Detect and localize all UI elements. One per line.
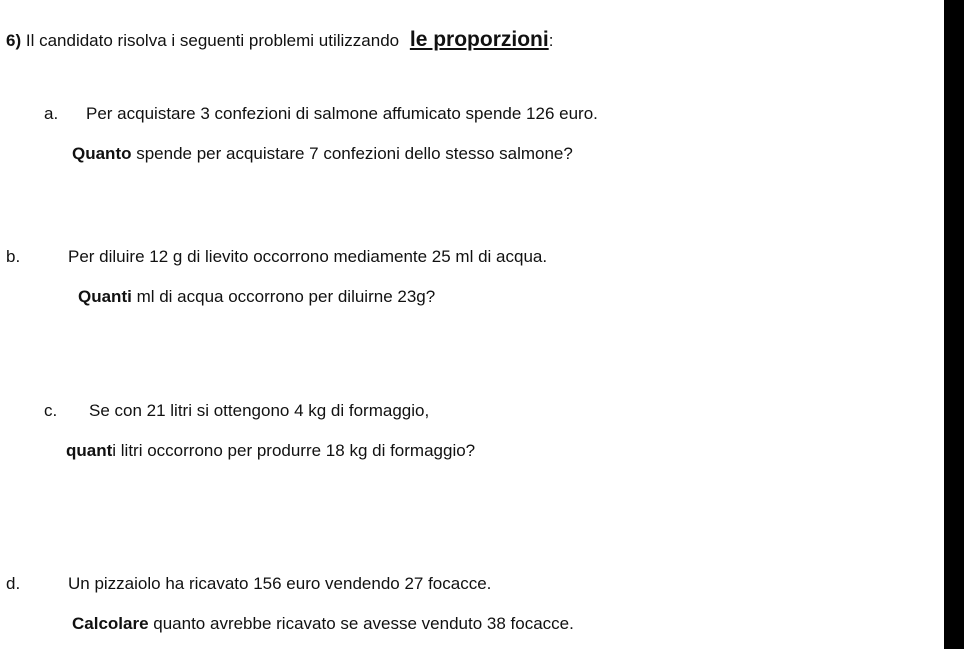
problem-c-marker: c.	[44, 401, 58, 420]
problem-c-text: Se con 21 litri si ottengono 4 kg di formaggio,	[89, 401, 430, 420]
problem-a-question	[72, 144, 573, 164]
exercise-number: 6)	[6, 31, 22, 50]
problem-d-text: Un pizzaiolo ha ricavato 156 euro vendendo 27 focacce.	[68, 574, 492, 593]
problem-d-marker: d.	[6, 574, 21, 593]
problem-b-question	[78, 287, 435, 307]
exercise-title	[6, 30, 553, 51]
problem-b-question-keyword: Quanti	[78, 287, 132, 306]
problem-a-question-text: spende per acquistare 7 confezioni dello stesso salmone?	[131, 144, 573, 163]
problem-d-statement	[6, 574, 491, 594]
problem-c-statement	[44, 401, 429, 421]
problem-a-marker: a.	[44, 104, 59, 123]
exercise-colon: :	[548, 31, 554, 50]
problem-a-question-keyword: Quanto	[72, 144, 132, 163]
problem-d-question-text: quanto avrebbe ricavato se avesse venduto 38 focacce.	[148, 614, 574, 633]
problem-c-question-keyword: quant	[66, 441, 113, 460]
problem-c-question-text: i litri occorrono per produrre 18 kg di formaggio?	[112, 441, 476, 460]
problem-b-marker: b.	[6, 247, 21, 266]
problem-b-statement	[6, 247, 547, 267]
problem-c-question	[66, 441, 475, 461]
problem-b-text: Per diluire 12 g di lievito occorrono mediamente 25 ml di acqua.	[68, 247, 548, 266]
problem-b-question-text: ml di acqua occorrono per diluirne 23g?	[131, 287, 436, 306]
problem-d-question-keyword: Calcolare	[72, 614, 149, 633]
problem-a-statement	[44, 104, 598, 124]
problem-a-text: Per acquistare 3 confezioni di salmone affumicato spende 126 euro.	[86, 104, 598, 123]
exercise-instruction: Il candidato risolva i seguenti problemi utilizzando	[25, 31, 400, 50]
exercise-emphasis: le proporzioni	[409, 28, 549, 51]
right-edge-bar	[944, 0, 964, 649]
problem-d-question	[72, 614, 574, 634]
